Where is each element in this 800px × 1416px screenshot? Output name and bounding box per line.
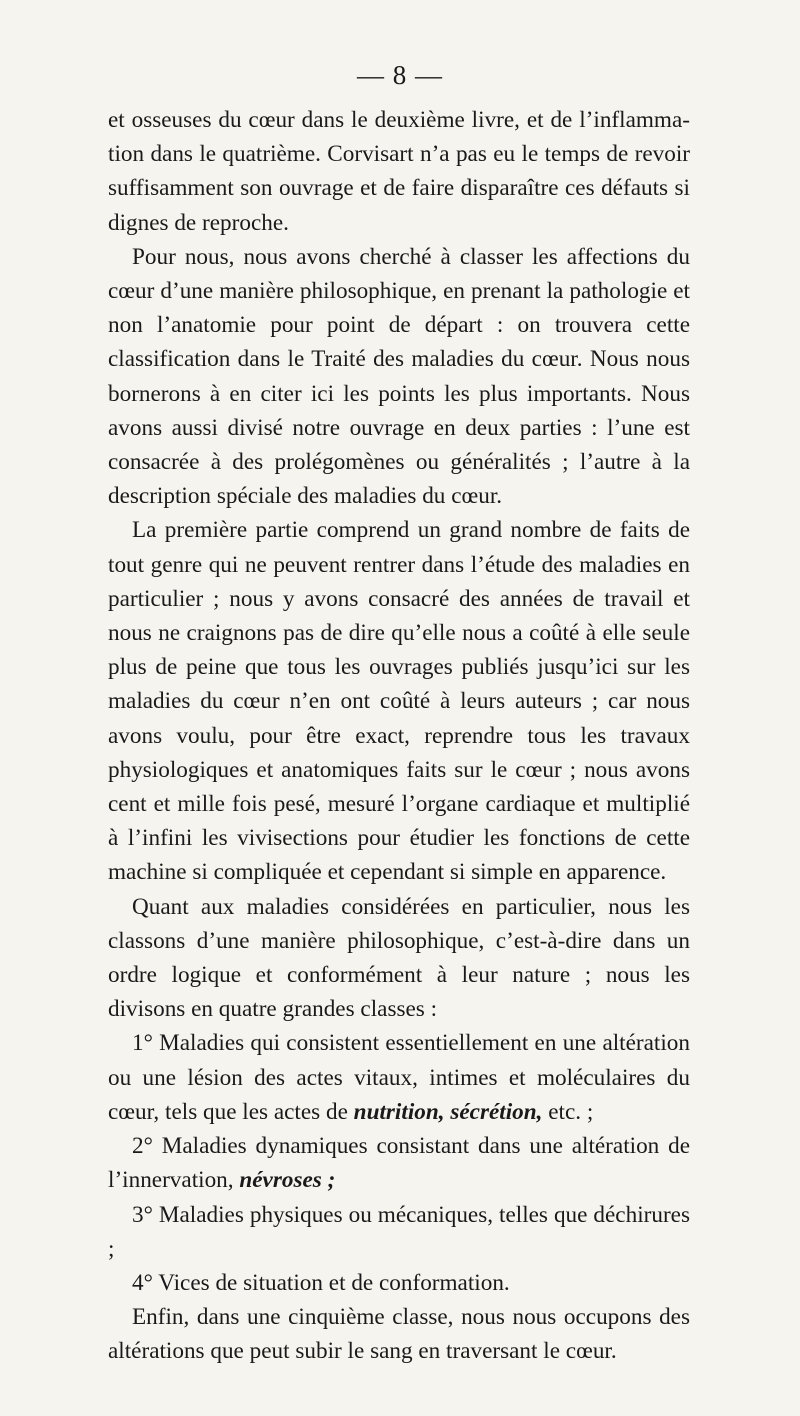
list-item-text: 2° Maladies dynamiques consistant dans une altération de l’innervation,	[108, 1133, 690, 1194]
paragraph-classification: Pour nous, nous avons cherché à classer les affections du cœur d’une manière philosophique, en prenant la pathologie et non l’anatomie pour point de départ : on trouvera cette classification dans le Traité des maladies du cœur. Nous nous bornerons à en citer ici les points les plus importants. Nous avons aussi divisé notre ouvrage en deux parties : l’une est consacrée à des prolégomènes ou généralités ; l’autre à la description spéciale des maladies du cœur.	[108, 243, 690, 510]
paragraph-first-part: La première partie comprend un grand nombre de faits de tout genre qui ne peuvent rentrer dans l’étude des maladies en particulier ; nous y avons consacré des années de travail et nous ne craignons pas de dire qu’elle nous a coûté à elle seule plus de peine que tous les ouvrages publiés jusqu’ici sur les maladies du cœur n’en ont coûté à leurs auteurs ; car nous avons voulu, pour être exact, reprendre tous les travaux physiologiques et anatomiques faits sur le cœur ; nous avons cent et mille fois pesé, mesuré l’organe cardiaque et multiplié à l’infini les vivisections pour étudier les fonctions de cette machine si compliquée et cependant si simple en apparence.	[108, 517, 690, 886]
page-number: — 8 —	[357, 60, 443, 90]
list-item-class-2	[108, 1129, 690, 1197]
list-item-class-1	[108, 1026, 690, 1129]
list-item-emphasis: névroses ;	[239, 1167, 336, 1194]
list-item-text: 1° Maladies qui consistent essentiellement en une altération ou une lésion des actes vitaux, intimes et moléculaires du cœur, tels que les actes de	[108, 1030, 690, 1125]
list-item-emphasis: nutrition, sécrétion,	[353, 1098, 543, 1125]
paragraph-fifth-class: Enfin, dans une cinquième classe, nous nous occupons des altérations que peut subir le sang en traversant le cœur.	[108, 1304, 690, 1365]
body-text	[108, 103, 690, 1369]
paragraph-continuation: et osseuses du cœur dans le deuxième livre, et de l’inflammation dans le quatrième. Corvisart n’a pas eu le temps de revoir suffisamment son ouvrage et de faire disparaître ces défauts si dignes de reproche.	[108, 107, 690, 236]
paragraph-four-classes: Quant aux maladies considérées en particulier, nous les classons d’une manière philosophique, c’est-à-dire dans un ordre logique et conformément à leur nature ; nous les divisons en quatre grandes classes :	[108, 893, 690, 1023]
list-item-class-4: 4° Vices de situation et de conformation.	[132, 1269, 510, 1296]
list-item-text-end: etc. ;	[542, 1098, 594, 1125]
list-item-class-3: 3° Maladies physiques ou mécaniques, telles que déchirures ;	[108, 1201, 690, 1262]
